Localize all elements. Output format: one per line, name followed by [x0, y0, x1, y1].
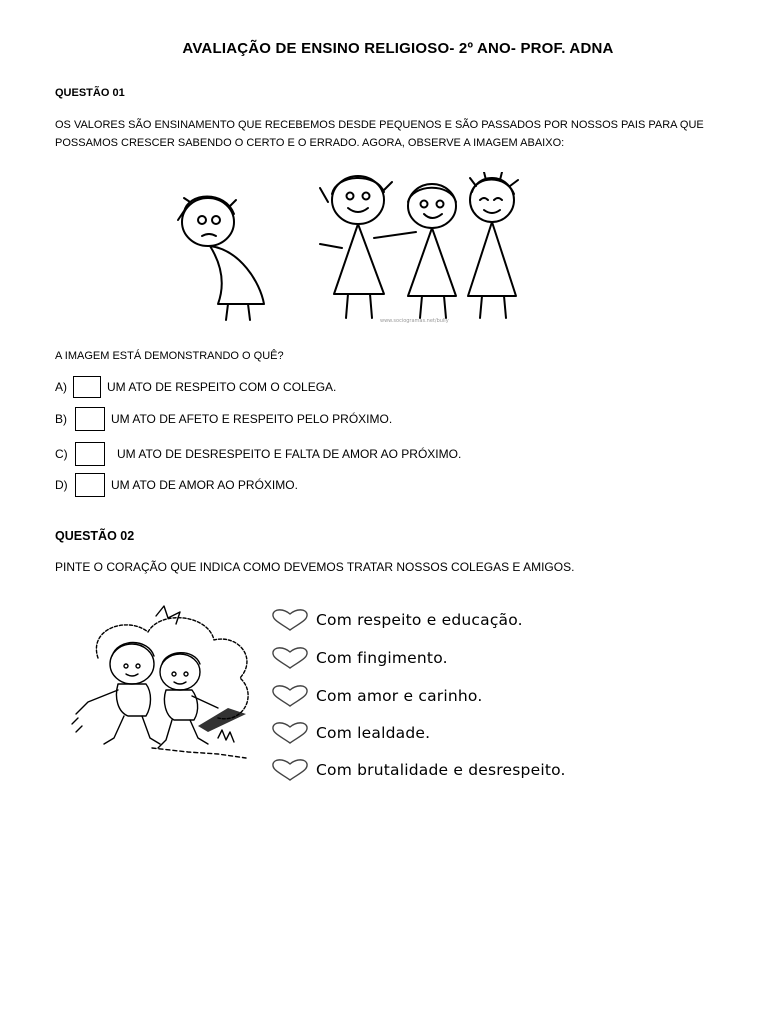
- option-d-checkbox[interactable]: [75, 473, 105, 497]
- heart-option-4[interactable]: [270, 721, 430, 745]
- question-1-prompt: A IMAGEM ESTÁ DEMONSTRANDO O QUÊ?: [55, 350, 284, 362]
- option-b-letter: B): [55, 412, 67, 426]
- heart-outline-icon[interactable]: [270, 646, 310, 670]
- option-a-text: UM ATO DE RESPEITO COM O COLEGA.: [107, 380, 337, 394]
- heart-option-2-text: Com fingimento.: [316, 649, 448, 667]
- image-watermark: www.sociogramas.net/bully: [380, 318, 449, 324]
- heart-option-3-text: Com amor e carinho.: [316, 687, 483, 705]
- question-2-text: PINTE O CORAÇÃO QUE INDICA COMO DEVEMOS TRATAR NOSSOS COLEGAS E AMIGOS.: [55, 560, 575, 574]
- option-a-letter: A): [55, 380, 67, 394]
- heart-outline-icon[interactable]: [270, 684, 310, 708]
- option-d[interactable]: [55, 473, 298, 497]
- heart-option-3[interactable]: [270, 684, 482, 708]
- option-c-letter: C): [55, 447, 68, 461]
- question-2-heading: QUESTÃO 02: [55, 529, 135, 543]
- heart-option-5[interactable]: [270, 758, 566, 782]
- page-title: AVALIAÇÃO DE ENSINO RELIGIOSO- 2º ANO- PROF. ADNA: [182, 40, 614, 57]
- heart-option-1[interactable]: [270, 608, 523, 632]
- heart-option-5-text: Com brutalidade e desrespeito.: [316, 761, 566, 779]
- option-a-checkbox[interactable]: [73, 376, 101, 398]
- children-illustration: [68, 598, 268, 770]
- heart-outline-icon[interactable]: [270, 608, 310, 632]
- heart-option-2[interactable]: [270, 646, 448, 670]
- heart-outline-icon[interactable]: [270, 758, 310, 782]
- option-c[interactable]: [55, 442, 461, 466]
- option-a[interactable]: [55, 376, 336, 398]
- option-c-text: UM ATO DE DESRESPEITO E FALTA DE AMOR AO PRÓXIMO.: [117, 447, 462, 461]
- heart-option-1-text: Com respeito e educação.: [316, 611, 523, 629]
- heart-option-4-text: Com lealdade.: [316, 724, 431, 742]
- heart-outline-icon[interactable]: [270, 721, 310, 745]
- option-c-checkbox[interactable]: [75, 442, 105, 466]
- question-1-heading: QUESTÃO 01: [55, 87, 125, 99]
- stick-figures-illustration: [170, 172, 530, 324]
- option-b[interactable]: [55, 407, 392, 431]
- option-d-letter: D): [55, 478, 68, 492]
- option-d-text: UM ATO DE AMOR AO PRÓXIMO.: [111, 478, 298, 492]
- option-b-text: UM ATO DE AFETO E RESPEITO PELO PRÓXIMO.: [111, 412, 393, 426]
- question-1-text: OS VALORES SÃO ENSINAMENTO QUE RECEBEMOS DESDE PEQUENOS E SÃO PASSADOS POR NOSSOS PAIS PARA QUE POSSAMOS CRESCER SABENDO O CERTO E O ERRADO. AGORA, OBSERVE A IMAGEM ABAIXO:: [55, 119, 704, 149]
- option-b-checkbox[interactable]: [75, 407, 105, 431]
